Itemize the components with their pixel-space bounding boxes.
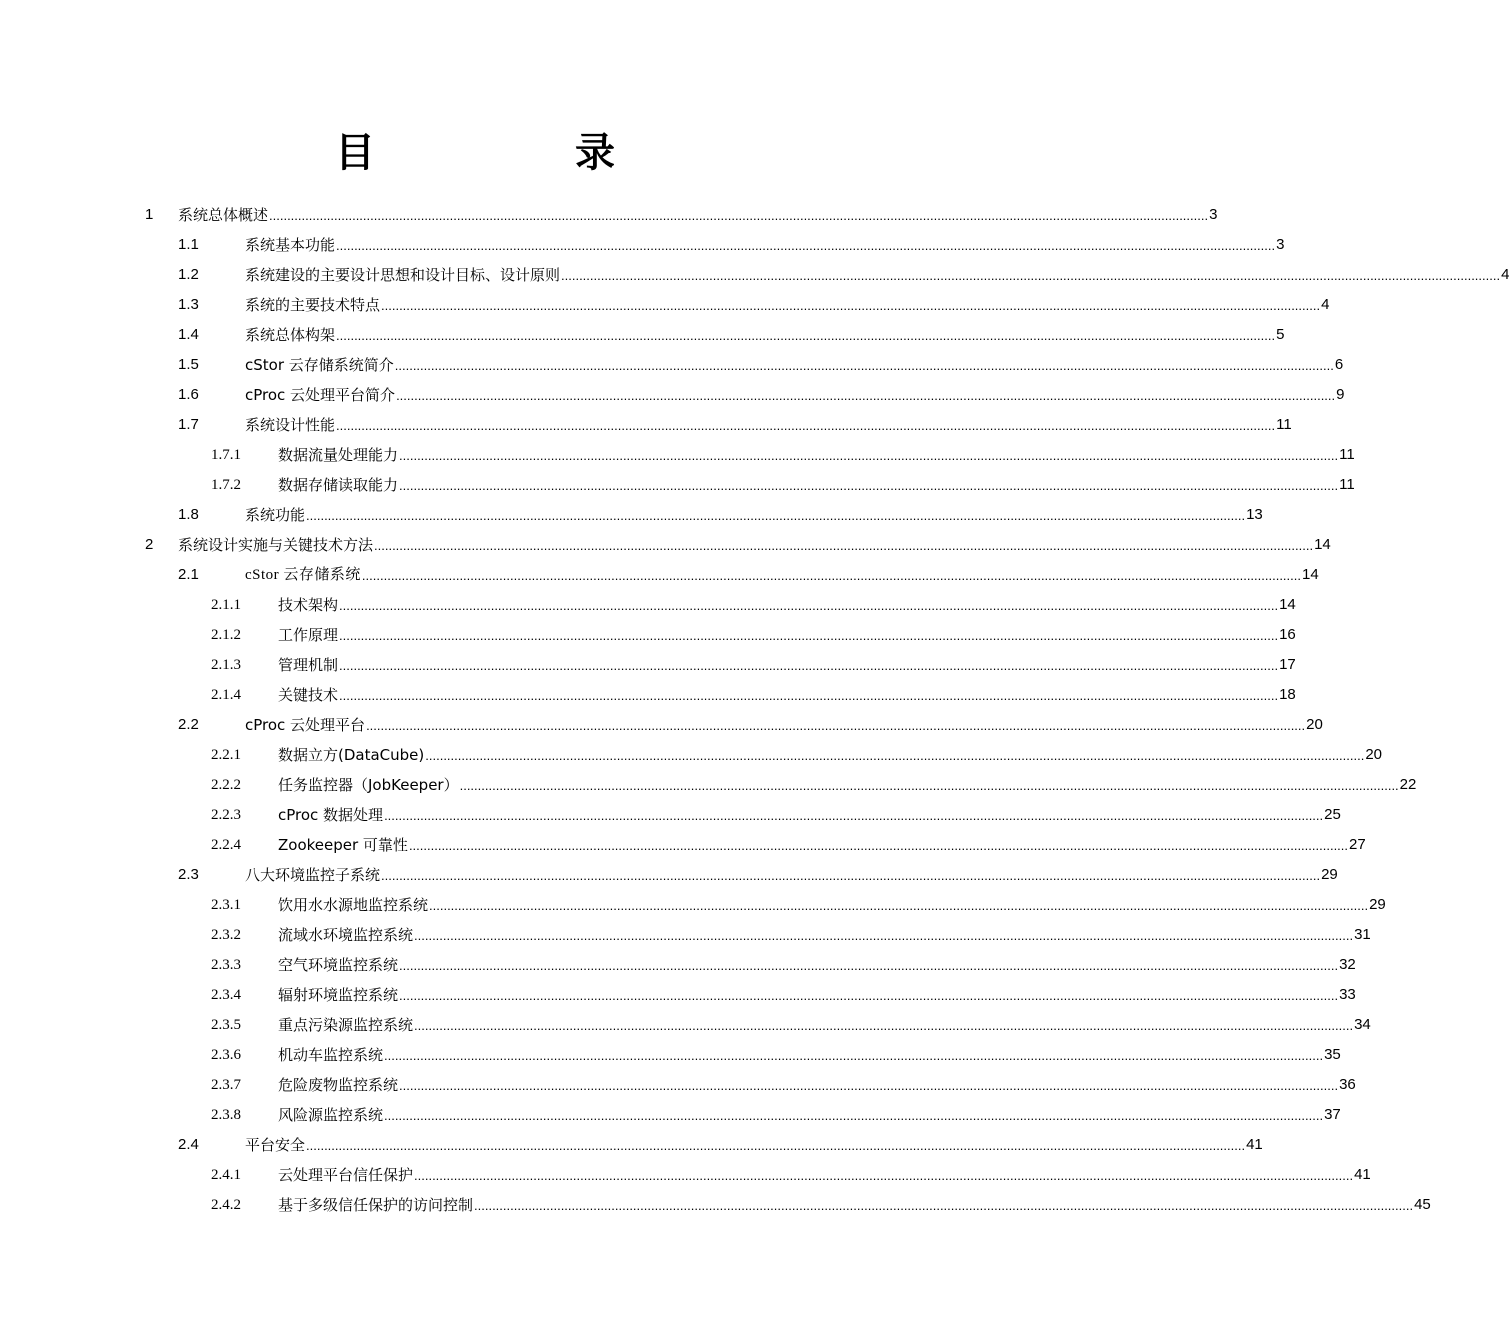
toc-entry-title: 关键技术 [278,686,339,704]
toc-entry[interactable] [0,408,1292,438]
toc-entry-number: 1 [145,206,154,223]
toc-page-number: 16 [1279,626,1296,643]
toc-page-number: 32 [1339,956,1356,973]
toc-page-number: 45 [1414,1196,1431,1213]
toc-entry-line [278,746,1383,764]
toc-entry-title: 危险废物监控系统 [278,1076,399,1094]
toc-entry-line [278,1046,1341,1064]
toc-entry-title: 辐射环境监控系统 [278,986,399,1004]
toc-entry-line [245,356,1344,374]
toc-entry[interactable] [0,258,1509,288]
toc-leader-dots: .................................................................................................................................................................................................................................................................... [361,568,1301,583]
table-of-contents [0,198,1509,1218]
toc-page-number: 11 [1276,416,1292,433]
toc-leader-dots: .................................................................................................................................................................................................................................................................... [414,1018,1354,1033]
toc-page-number: 22 [1399,776,1417,793]
toc-leader-dots: .................................................................................................................................................................................................................................................................... [414,1168,1354,1183]
toc-entry-line [245,236,1285,254]
toc-entry[interactable] [0,1188,1431,1218]
toc-leader-dots: .................................................................................................................................................................................................................................................................... [459,778,1399,793]
toc-entry-title: 重点污染源监控系统 [278,1016,414,1034]
toc-page-number: 4 [1501,266,1509,283]
toc-leader-dots: .................................................................................................................................................................................................................................................................... [408,838,1349,853]
toc-entry-number: 2.1.3 [211,657,241,673]
toc-entry-line [178,206,1218,224]
toc-entry-line [178,536,1331,554]
toc-entry-number: 1.7.1 [211,447,241,463]
toc-leader-dots: .................................................................................................................................................................................................................................................................... [394,358,1334,373]
toc-page-number: 6 [1334,356,1344,373]
toc-entry[interactable] [0,708,1323,738]
toc-entry-line [278,986,1356,1004]
toc-entry-number: 1.4 [178,326,199,343]
toc-entry[interactable] [0,1038,1341,1068]
toc-entry-line [278,926,1371,944]
toc-entry-line [278,1196,1431,1214]
toc-entry-title: 数据流量处理能力 [278,446,399,464]
toc-leader-dots: .................................................................................................................................................................................................................................................................... [381,868,1321,883]
toc-entry-number: 1.5 [178,356,199,373]
toc-leader-dots: .................................................................................................................................................................................................................................................................... [336,418,1276,433]
toc-entry-title: 系统建设的主要设计思想和设计目标、设计原则 [245,266,561,284]
toc-page-number: 3 [1209,206,1218,223]
toc-entry[interactable] [0,978,1356,1008]
toc-entry-title: 数据存储读取能力 [278,476,399,494]
toc-leader-dots: .................................................................................................................................................................................................................................................................... [384,1108,1324,1123]
toc-entry-number: 2.3.7 [211,1077,241,1093]
toc-entry-line [278,686,1296,704]
toc-entry-number: 2.4 [178,1136,199,1153]
toc-entry-title: 机动车监控系统 [278,1046,384,1064]
toc-leader-dots: .................................................................................................................................................................................................................................................................... [429,898,1369,913]
toc-entry[interactable] [0,738,1383,768]
toc-leader-dots: .................................................................................................................................................................................................................................................................... [474,1198,1414,1213]
toc-entry-number: 2.2.3 [211,807,241,823]
toc-page-number: 25 [1324,806,1341,823]
toc-leader-dots: .................................................................................................................................................................................................................................................................... [399,448,1339,463]
toc-entry-number: 1.7 [178,416,199,433]
toc-entry-title: cStor 云存储系统 [245,567,361,583]
toc-entry-number: 1.8 [178,506,199,523]
toc-entry-number: 2 [145,536,154,553]
toc-entry-line [278,956,1356,974]
toc-entry[interactable] [0,858,1338,888]
toc-leader-dots: .................................................................................................................................................................................................................................................................... [561,268,1501,283]
toc-entry-number: 2.1.4 [211,687,241,703]
toc-entry[interactable] [0,1128,1263,1158]
toc-page-number: 27 [1349,836,1366,853]
toc-entry[interactable] [0,348,1344,378]
toc-entry[interactable] [0,528,1331,558]
toc-entry[interactable] [0,498,1263,528]
toc-entry-line [245,266,1509,284]
toc-entry-number: 2.1.2 [211,627,241,643]
toc-page-number: 37 [1324,1106,1341,1123]
toc-page-number: 20 [1365,746,1383,763]
toc-entry-number: 1.6 [178,386,199,403]
toc-entry-number: 2.1.1 [211,597,241,613]
toc-page-number: 14 [1302,566,1319,583]
toc-entry-number: 2.3.1 [211,897,241,913]
toc-entry-line [278,446,1355,464]
toc-leader-dots: .................................................................................................................................................................................................................................................................... [339,658,1279,673]
toc-entry-number: 2.2.2 [211,777,241,793]
toc-entry[interactable] [0,198,1218,228]
toc-entry-number: 1.1 [178,236,199,253]
toc-entry-title: 系统总体构架 [245,326,336,344]
toc-entry[interactable] [0,948,1356,978]
toc-entry-number: 2.4.2 [211,1197,241,1213]
toc-entry[interactable] [0,468,1355,498]
toc-leader-dots: .................................................................................................................................................................................................................................................................... [339,688,1279,703]
toc-leader-dots: .................................................................................................................................................................................................................................................................... [366,718,1306,733]
toc-entry[interactable] [0,888,1386,918]
toc-entry-line [245,506,1263,524]
toc-entry-line [245,1136,1263,1154]
toc-entry-number: 1.2 [178,266,199,283]
toc-entry[interactable] [0,1068,1356,1098]
toc-entry-title: Zookeeper 可靠性 [278,836,408,854]
toc-entry-title: 风险源监控系统 [278,1106,384,1124]
toc-entry-number: 2.2.1 [211,747,241,763]
toc-entry-number: 2.3.2 [211,927,241,943]
toc-entry-title: 管理机制 [278,656,339,674]
toc-entry-number: 2.4.1 [211,1167,241,1183]
toc-entry-title: 任务监控器（JobKeeper） [278,776,459,794]
toc-entry-number: 2.3.3 [211,957,241,973]
toc-entry-number: 1.3 [178,296,199,313]
toc-leader-dots: .................................................................................................................................................................................................................................................................... [336,328,1276,343]
toc-entry-line [278,1016,1371,1034]
toc-entry-number: 2.3.8 [211,1107,241,1123]
toc-entry-title: 基于多级信任保护的访问控制 [278,1196,474,1214]
toc-leader-dots: .................................................................................................................................................................................................................................................................... [339,598,1279,613]
toc-entry-title: 流域水环境监控系统 [278,926,414,944]
toc-leader-dots: .................................................................................................................................................................................................................................................................... [399,958,1339,973]
toc-entry[interactable] [0,378,1345,408]
toc-page-number: 41 [1354,1166,1371,1183]
toc-page-number: 36 [1339,1076,1356,1093]
toc-entry-title: 空气环境监控系统 [278,956,399,974]
toc-leader-dots: .................................................................................................................................................................................................................................................................... [399,988,1339,1003]
toc-entry-title: 云处理平台信任保护 [278,1166,414,1184]
toc-leader-dots: .................................................................................................................................................................................................................................................................... [396,388,1336,403]
toc-leader-dots: .................................................................................................................................................................................................................................................................... [306,1138,1246,1153]
toc-entry[interactable] [0,1098,1341,1128]
toc-page-number: 20 [1306,716,1323,733]
toc-entry-line [278,1106,1341,1124]
toc-entry[interactable] [0,288,1330,318]
toc-entry-line [245,416,1292,434]
toc-entry-number: 2.3.6 [211,1047,241,1063]
toc-entry[interactable] [0,588,1296,618]
toc-leader-dots: .................................................................................................................................................................................................................................................................... [384,808,1324,823]
toc-entry-title: 系统设计实施与关键技术方法 [178,536,374,554]
toc-entry-title: 系统总体概述 [178,206,269,224]
toc-entry-line [278,596,1296,614]
toc-entry-line [278,806,1341,824]
toc-leader-dots: .................................................................................................................................................................................................................................................................... [306,508,1246,523]
toc-page-number: 4 [1321,296,1330,313]
toc-entry-line [245,326,1285,344]
toc-leader-dots: .................................................................................................................................................................................................................................................................... [374,538,1314,553]
toc-entry-line [278,476,1355,494]
toc-leader-dots: .................................................................................................................................................................................................................................................................... [425,748,1365,763]
toc-entry-line [278,626,1296,644]
toc-entry-line [245,866,1338,884]
toc-leader-dots: .................................................................................................................................................................................................................................................................... [381,298,1321,313]
toc-entry-line [278,656,1296,674]
toc-entry-title: 工作原理 [278,626,339,644]
toc-entry-title: 饮用水水源地监控系统 [278,896,429,914]
toc-entry-title: cProc 云处理平台 [245,716,366,734]
toc-page-number: 14 [1279,596,1296,613]
toc-entry-number: 2.3 [178,866,199,883]
toc-entry-title: 数据立方(DataCube) [278,746,425,764]
toc-page-number: 29 [1321,866,1338,883]
toc-page-number: 41 [1246,1136,1263,1153]
toc-entry[interactable] [0,1158,1371,1188]
toc-leader-dots: .................................................................................................................................................................................................................................................................... [269,208,1209,223]
toc-leader-dots: .................................................................................................................................................................................................................................................................... [384,1048,1324,1063]
toc-entry-title: 八大环境监控子系统 [245,866,381,884]
toc-entry[interactable] [0,558,1319,588]
toc-entry-title: 系统的主要技术特点 [245,296,381,314]
toc-page-number: 31 [1354,926,1371,943]
toc-entry-line [278,776,1417,794]
toc-page-number: 29 [1369,896,1386,913]
toc-leader-dots: .................................................................................................................................................................................................................................................................... [339,628,1279,643]
toc-page-number: 34 [1354,1016,1371,1033]
toc-page-number: 5 [1276,326,1285,343]
toc-page-number: 33 [1339,986,1356,1003]
toc-entry[interactable] [0,228,1285,258]
toc-entry-line [245,566,1319,584]
toc-page-number: 9 [1336,386,1345,403]
toc-entry-number: 1.7.2 [211,477,241,493]
toc-entry[interactable] [0,1008,1371,1038]
toc-entry-number: 2.2 [178,716,199,733]
toc-leader-dots: .................................................................................................................................................................................................................................................................... [336,238,1276,253]
toc-entry-line [278,1076,1356,1094]
toc-entry[interactable] [0,618,1296,648]
toc-page-number: 11 [1339,446,1355,463]
toc-entry[interactable] [0,678,1296,708]
toc-entry-title: 技术架构 [278,596,339,614]
toc-entry-title: 系统功能 [245,506,306,524]
toc-entry-number: 2.3.5 [211,1017,241,1033]
toc-entry-title: cProc 数据处理 [278,806,384,824]
toc-entry-line [245,716,1323,734]
toc-entry-title: 平台安全 [245,1136,306,1154]
toc-title: 目 录 [335,130,695,176]
toc-entry-number: 2.3.4 [211,987,241,1003]
toc-entry-title: 系统基本功能 [245,236,336,254]
toc-page-number: 14 [1314,536,1331,553]
toc-page-number: 3 [1276,236,1285,253]
toc-entry-line [278,1166,1371,1184]
toc-entry[interactable] [0,828,1366,858]
toc-page-number: 17 [1279,656,1296,673]
toc-page-number: 11 [1339,476,1355,493]
toc-leader-dots: .................................................................................................................................................................................................................................................................... [399,478,1339,493]
toc-entry[interactable] [0,648,1296,678]
toc-entry[interactable] [0,798,1341,828]
toc-page-number: 35 [1324,1046,1341,1063]
toc-entry-number: 2.2.4 [211,837,241,853]
toc-entry-line [245,296,1330,314]
toc-page-number: 13 [1246,506,1263,523]
toc-leader-dots: .................................................................................................................................................................................................................................................................... [414,928,1354,943]
toc-entry[interactable] [0,918,1371,948]
toc-entry[interactable] [0,768,1417,798]
toc-entry-line [245,386,1345,404]
toc-page-number: 18 [1279,686,1296,703]
toc-entry-number: 2.1 [178,566,199,583]
toc-entry-title: cProc 云处理平台简介 [245,386,396,404]
toc-entry-line [278,896,1386,914]
toc-entry[interactable] [0,318,1285,348]
toc-entry[interactable] [0,438,1355,468]
toc-entry-title: cStor 云存储系统简介 [245,356,394,374]
toc-leader-dots: .................................................................................................................................................................................................................................................................... [399,1078,1339,1093]
toc-entry-title: 系统设计性能 [245,416,336,434]
toc-entry-line [278,836,1366,854]
